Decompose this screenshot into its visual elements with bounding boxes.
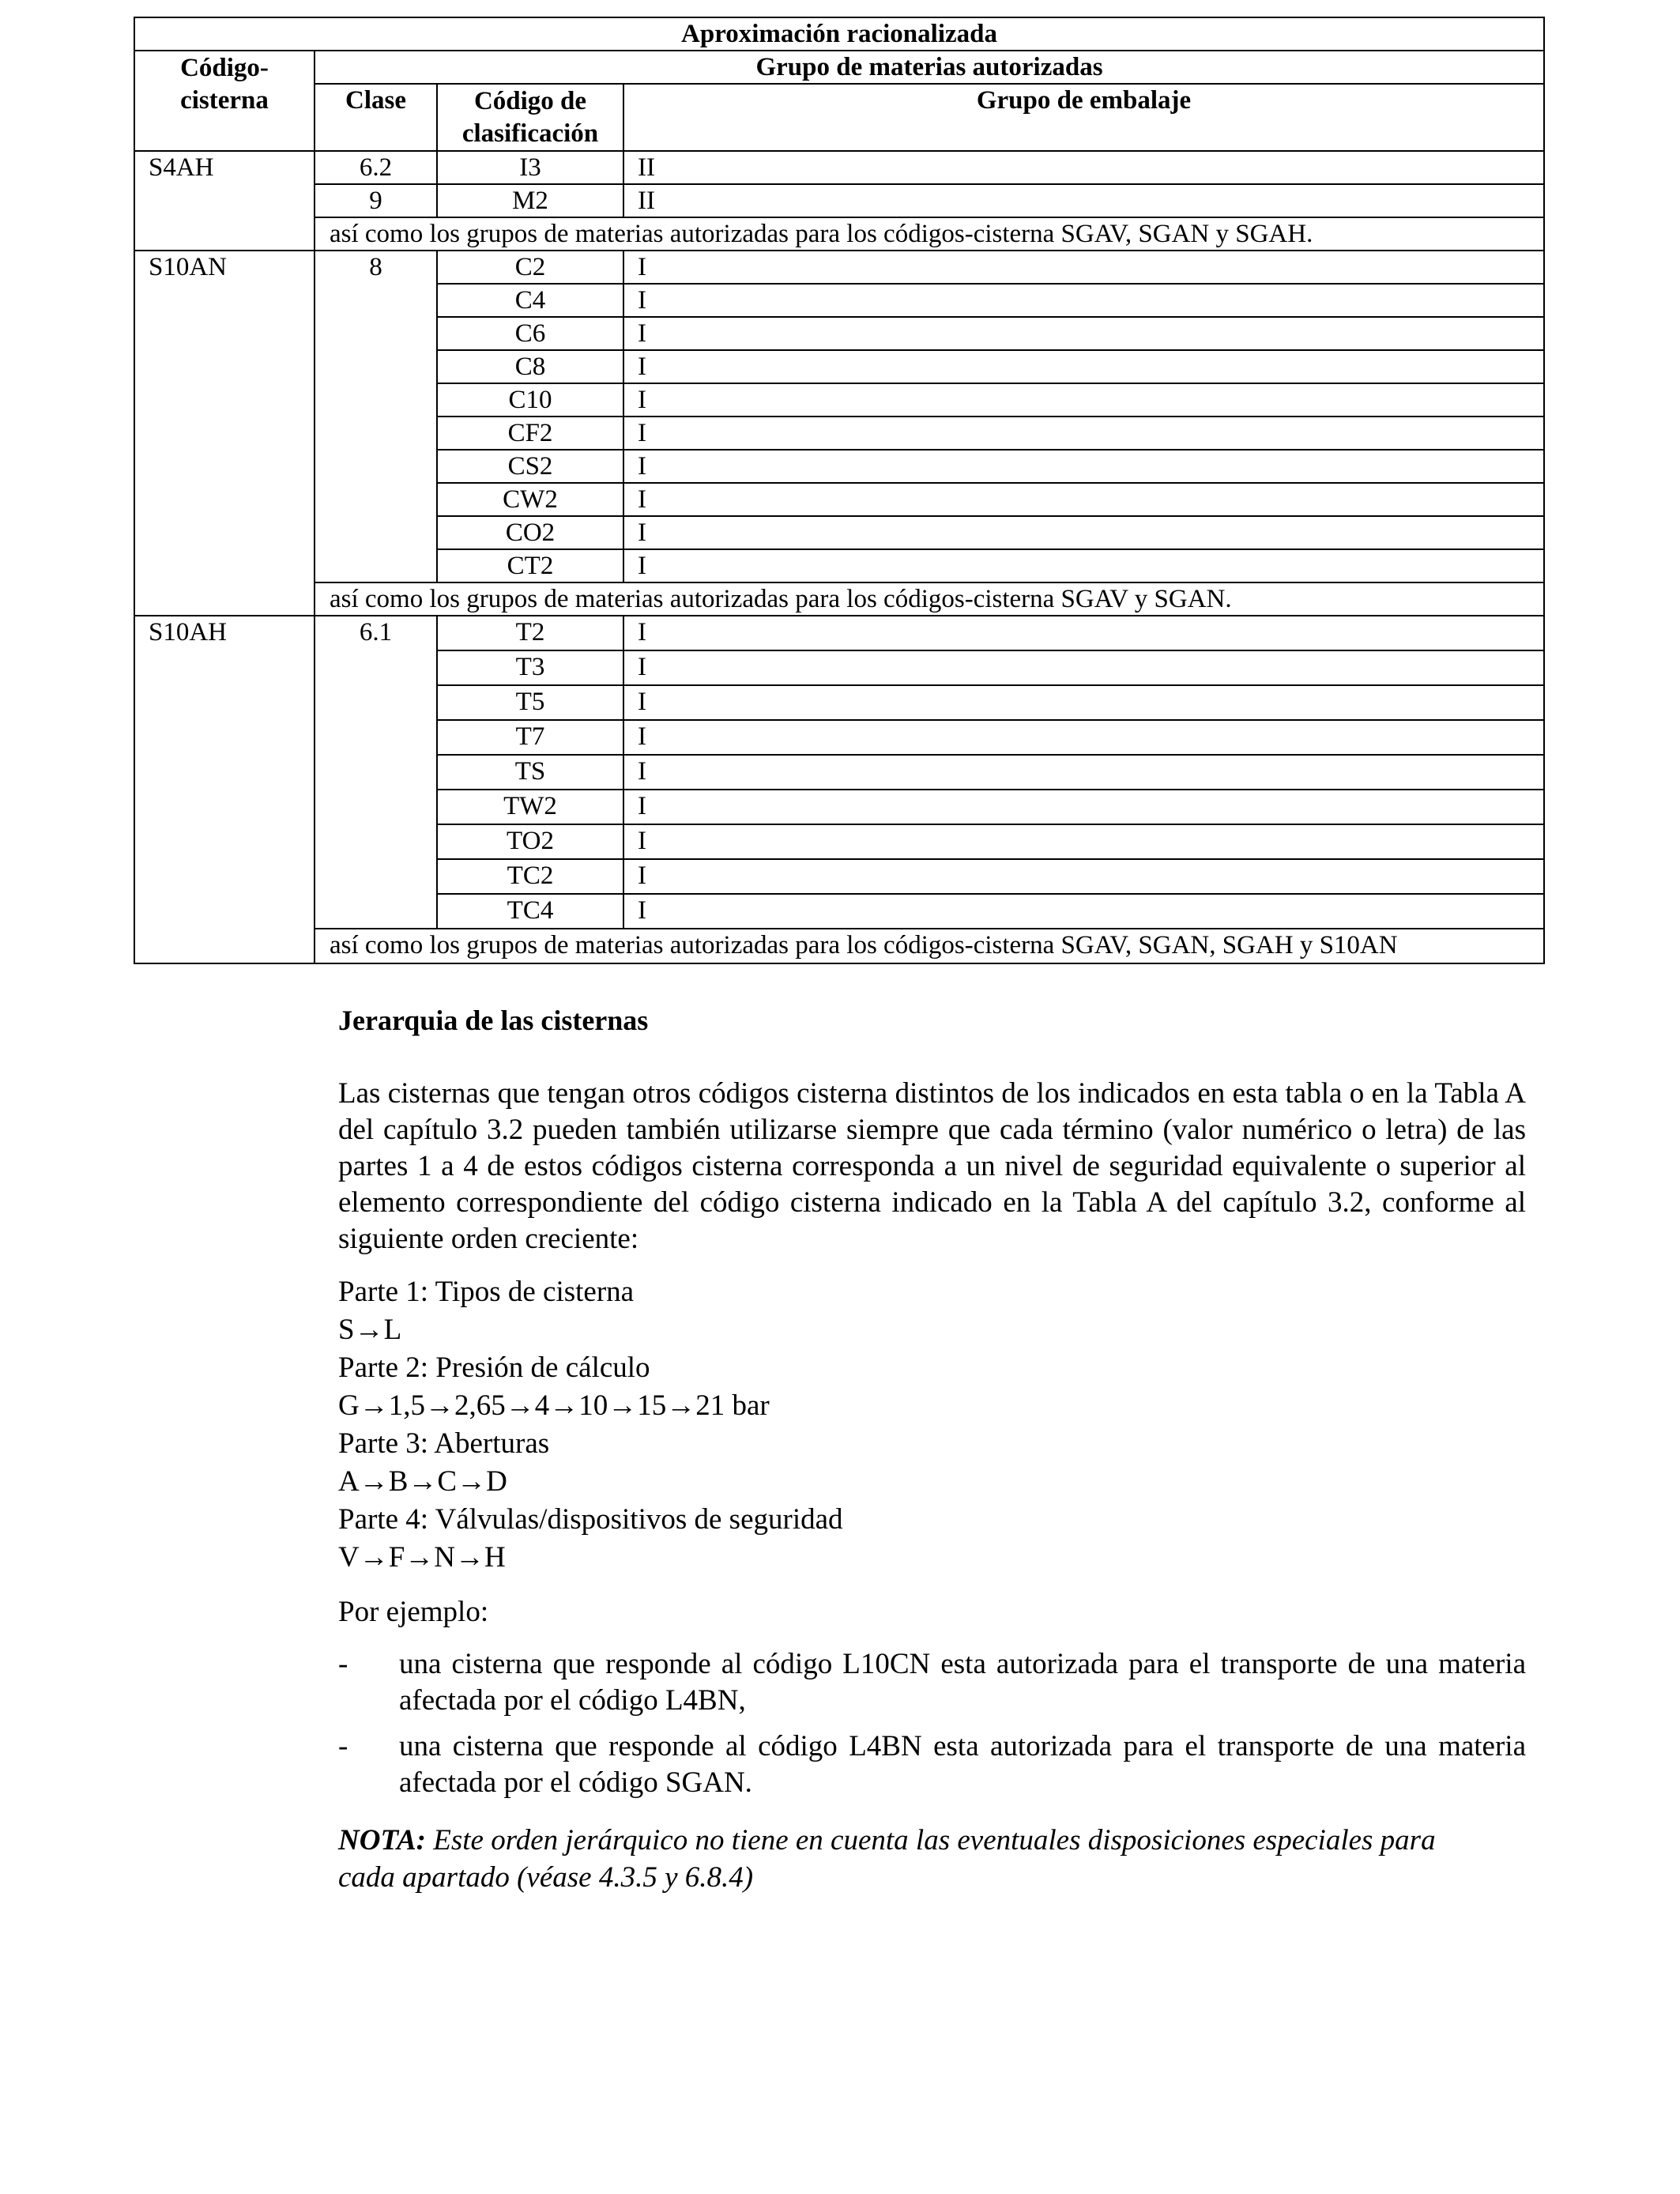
table-cell-grupo: I	[623, 516, 1544, 549]
table-cell-codigo: M2	[437, 184, 623, 217]
table-cell-grupo: I	[623, 284, 1544, 317]
table-cell-codigo: CS2	[437, 450, 623, 483]
nota-paragraph	[338, 1822, 1492, 1896]
table-cell-grupo: I	[623, 790, 1544, 824]
hierarchy-paragraph: Las cisternas que tengan otros códigos cisterna distintos de los indicados en esta tabla o en la Tabla A del capítulo 3.2 pueden también utilizarse siempre que cada término (valor numérico o letra) de las partes 1 a 4 de estos códigos cisterna corresponda a un nivel de seguridad equivalente o superior al elemento correspondiente del código cisterna indicado en la Tabla A del capítulo 3.2, conforme al siguiente orden creciente:	[338, 1077, 1526, 1255]
table-cell-codigo: C2	[437, 251, 623, 284]
table-cell-codigo: T5	[437, 685, 623, 720]
table-title: Aproximación racionalizada	[134, 17, 1544, 51]
tank-code-s4ah: S4AH	[134, 151, 315, 251]
example-bullets	[338, 1646, 1526, 1811]
table-cell-grupo: I	[623, 450, 1544, 483]
table-cell-codigo: I3	[437, 151, 623, 184]
table-cell-codigo: TC4	[437, 894, 623, 929]
table-cell-grupo: I	[623, 350, 1544, 383]
nota-label: NOTA:	[338, 1824, 426, 1857]
table-cell-codigo: C6	[437, 317, 623, 350]
authorized-substances-table	[134, 17, 1545, 964]
list-item	[338, 1646, 1526, 1719]
order-line: Parte 4: Válvulas/dispositivos de seguridad	[338, 1503, 843, 1536]
table-cell-grupo: I	[623, 317, 1544, 350]
s10an-note: así como los grupos de materias autorizadas para los códigos-cisterna SGAV y SGAN.	[315, 582, 1544, 616]
order-line: G→1,5→2,65→4→10→15→21 bar	[338, 1389, 770, 1422]
header-grupo-embalaje: Grupo de embalaje	[623, 84, 1544, 151]
table-cell-codigo: C4	[437, 284, 623, 317]
table-cell-codigo: CW2	[437, 483, 623, 516]
table-cell-codigo: T2	[437, 616, 623, 650]
table-cell-grupo: I	[623, 650, 1544, 685]
table-cell-codigo: TC2	[437, 859, 623, 894]
table-cell-codigo: TO2	[437, 824, 623, 859]
table-cell-codigo: T7	[437, 720, 623, 755]
table-cell-grupo: I	[623, 755, 1544, 790]
order-line: A→B→C→D	[338, 1465, 507, 1498]
table-cell-codigo: TW2	[437, 790, 623, 824]
example-intro: Por ejemplo:	[338, 1596, 489, 1628]
table-cell-grupo: I	[623, 685, 1544, 720]
order-line: Parte 2: Presión de cálculo	[338, 1351, 650, 1384]
table-cell-grupo: I	[623, 383, 1544, 417]
s10ah-note: así como los grupos de materias autorizadas para los códigos-cisterna SGAV, SGAN, SGAH y S10AN	[315, 929, 1544, 963]
table-cell-grupo: I	[623, 251, 1544, 284]
order-line: V→F→N→H	[338, 1541, 506, 1574]
table-cell-grupo: I	[623, 894, 1544, 929]
s10an-clase: 8	[315, 251, 437, 582]
section-heading: Jerarquia de las cisternas	[338, 1005, 649, 1036]
order-line: Parte 1: Tipos de cisterna	[338, 1276, 635, 1308]
table-cell-codigo: C8	[437, 350, 623, 383]
bullet-marker: -	[338, 1730, 348, 1762]
table-cell-grupo: I	[623, 616, 1544, 650]
table-cell-grupo: I	[623, 549, 1544, 582]
table-cell-clase: 9	[315, 184, 437, 217]
table-cell-codigo: CF2	[437, 417, 623, 450]
bullet-text: una cisterna que responde al código L4BN esta autorizada para el transporte de una materia afectada por el código SGAN.	[399, 1730, 1526, 1799]
order-line: S→L	[338, 1314, 402, 1346]
table-cell-codigo: CT2	[437, 549, 623, 582]
table-cell-grupo: II	[623, 151, 1544, 184]
header-codigo-clasificacion: Código de clasificación	[437, 84, 623, 151]
table-cell-grupo: I	[623, 417, 1544, 450]
table-cell-codigo: C10	[437, 383, 623, 417]
order-list	[338, 1273, 1526, 1577]
header-grupo-materias: Grupo de materias autorizadas	[315, 51, 1544, 84]
s10ah-clase: 6.1	[315, 616, 437, 929]
table-cell-codigo: T3	[437, 650, 623, 685]
order-line: Parte 3: Aberturas	[338, 1427, 550, 1460]
tank-code-s10ah: S10AH	[134, 616, 315, 963]
header-codigo-cisterna: Código-cisterna	[134, 51, 315, 151]
table-cell-grupo: I	[623, 483, 1544, 516]
table-cell-codigo: TS	[437, 755, 623, 790]
table-cell-clase: 6.2	[315, 151, 437, 184]
table-cell-grupo: II	[623, 184, 1544, 217]
s4ah-note: así como los grupos de materias autorizadas para los códigos-cisterna SGAV, SGAN y SGAH.	[315, 217, 1544, 251]
list-item	[338, 1728, 1526, 1801]
bullet-marker: -	[338, 1648, 348, 1680]
table-cell-grupo: I	[623, 720, 1544, 755]
table-cell-grupo: I	[623, 824, 1544, 859]
nota-text: Este orden jerárquico no tiene en cuenta las eventuales disposiciones especiales para cada apartado (véase 4.3.5 y 6.8.4)	[338, 1824, 1436, 1894]
tank-code-s10an: S10AN	[134, 251, 315, 616]
header-clase: Clase	[315, 84, 437, 151]
bullet-text: una cisterna que responde al código L10CN esta autorizada para el transporte de una materia afectada por el código L4BN,	[399, 1648, 1526, 1717]
table-cell-codigo: CO2	[437, 516, 623, 549]
table-cell-grupo: I	[623, 859, 1544, 894]
